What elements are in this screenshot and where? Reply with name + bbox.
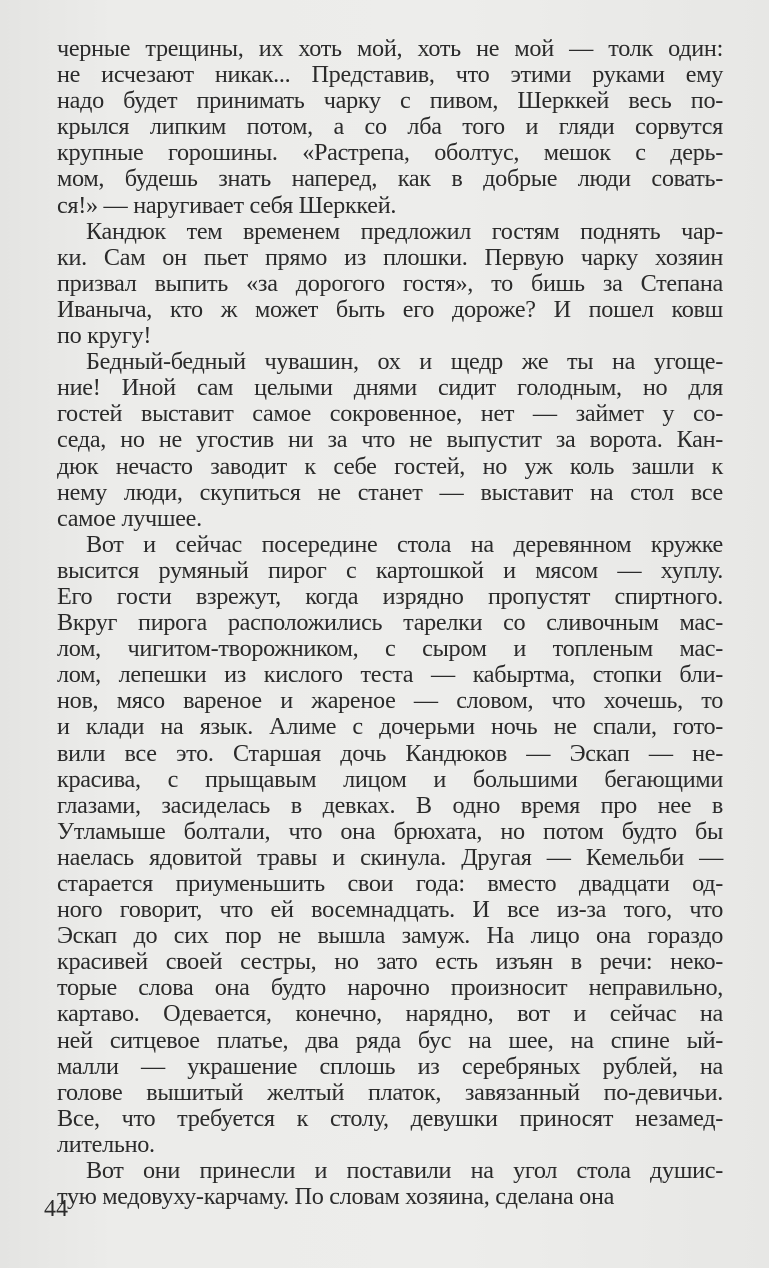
- text-line: высится румяный пирог с картошкой и мясом — хуплу.: [57, 556, 723, 584]
- text-line: Кандюк тем временем предложил гостям поднять чар-: [86, 217, 723, 245]
- text-line: призвал выпить «за дорогого гостя», то бишь за Степана: [57, 269, 723, 297]
- text-line: Вот и сейчас посередине стола на деревянном кружке: [86, 530, 723, 558]
- text-line: крупные горошины. «Растрепа, оболтус, мешок с дерь-: [57, 139, 723, 167]
- text-line: Вот они принесли и поставили на угол стола душис-: [86, 1157, 723, 1185]
- page-number: 44: [44, 1196, 68, 1222]
- text-line: Иваныча, кто ж может быть его дороже? И пошел ковш: [57, 295, 723, 323]
- paragraph: [57, 1158, 723, 1210]
- text-line: черные трещины, их хоть мой, хоть не мой — толк один:: [57, 35, 723, 62]
- text-line: голове вышитый желтый платок, завязанный по-девичьи.: [57, 1078, 723, 1106]
- text-line: красива, с прыщавым лицом и большими бегающими: [57, 765, 723, 793]
- text-line: картаво. Одевается, конечно, нарядно, вот и сейчас на: [57, 1000, 723, 1028]
- text-line: по кругу!: [57, 322, 152, 350]
- text-line: лом, лепешки из кислого теста — кабыртма, стопки бли-: [57, 661, 723, 689]
- text-line: лительно.: [57, 1130, 155, 1158]
- text-line: не исчезают никак... Представив, что этими руками ему: [57, 61, 723, 89]
- text-line: нов, мясо вареное и жареное — словом, что хочешь, то: [57, 687, 723, 715]
- text-line: малли — украшение сплошь из серебряных рублей, на: [57, 1052, 723, 1080]
- paragraph: [57, 532, 723, 1158]
- text-line: красивей своей сестры, но зато есть изъян в речи: неко-: [57, 948, 723, 976]
- paragraph: [57, 219, 723, 349]
- text-line: Утламыше болтали, что она брюхата, но потом будто бы: [57, 817, 723, 845]
- text-line: и клади на язык. Алиме с дочерьми ночь не спали, гото-: [57, 713, 723, 741]
- text-line: глазами, засиделась в девках. В одно время про нее в: [57, 791, 723, 819]
- text-line: лом, чигитом-творожником, с сыром и топленым мас-: [57, 635, 723, 663]
- text-line: наелась ядовитой травы и скинула. Другая — Кемельби —: [57, 843, 723, 871]
- text-line: самое лучшее.: [57, 504, 202, 532]
- paragraph: [57, 36, 723, 219]
- text-line: мом, будешь знать наперед, как в добрые люди совать-: [57, 165, 723, 193]
- text-line: тую медовуху-карчаму. По словам хозяина, сделана она: [57, 1183, 615, 1211]
- text-line: ки. Сам он пьет прямо из плошки. Первую чарку хозяин: [57, 243, 723, 271]
- text-line: надо будет принимать чарку с пивом, Шерккей весь по-: [57, 87, 723, 115]
- text-line: старается приуменьшить свои года: вместо двадцати од-: [57, 870, 723, 897]
- page-body-text: [57, 36, 723, 1210]
- text-line: Эскап до сих пор не вышла замуж. На лицо она гораздо: [57, 922, 723, 950]
- text-line: гостей выставит самое сокровенное, нет — займет у со-: [57, 400, 723, 428]
- text-line: ся!» — наругивает себя Шерккей.: [57, 191, 397, 219]
- text-line: Вкруг пирога расположились тарелки со сливочным мас-: [57, 609, 723, 637]
- text-line: седа, но не угостив ни за что не выпустит за ворота. Кан-: [57, 426, 723, 454]
- text-line: ние! Иной сам целыми днями сидит голодным, но для: [57, 374, 723, 402]
- text-line: нему люди, скупиться не станет — выставит на стол все: [57, 478, 723, 506]
- text-line: ного говорит, что ей восемнадцать. И все из-за того, что: [57, 896, 723, 924]
- text-line: вили все это. Старшая дочь Кандюков — Эскап — не-: [57, 739, 723, 767]
- text-line: торые слова она будто нарочно произносит неправильно,: [57, 974, 723, 1002]
- text-line: крылся липким потом, а со лба того и гляди сорвутся: [57, 113, 723, 141]
- paragraph: [57, 349, 723, 532]
- text-line: Его гости взрежут, когда изрядно пропустят спиртного.: [57, 582, 723, 610]
- text-line: Все, что требуется к столу, девушки приносят незамед-: [57, 1104, 723, 1132]
- text-line: Бедный-бедный чувашин, ох и щедр же ты на угоще-: [86, 348, 723, 376]
- text-line: дюк нечасто заводит к себе гостей, но уж коль зашли к: [57, 452, 723, 480]
- text-line: ней ситцевое платье, два ряда бус на шее, на спине ый-: [57, 1026, 723, 1054]
